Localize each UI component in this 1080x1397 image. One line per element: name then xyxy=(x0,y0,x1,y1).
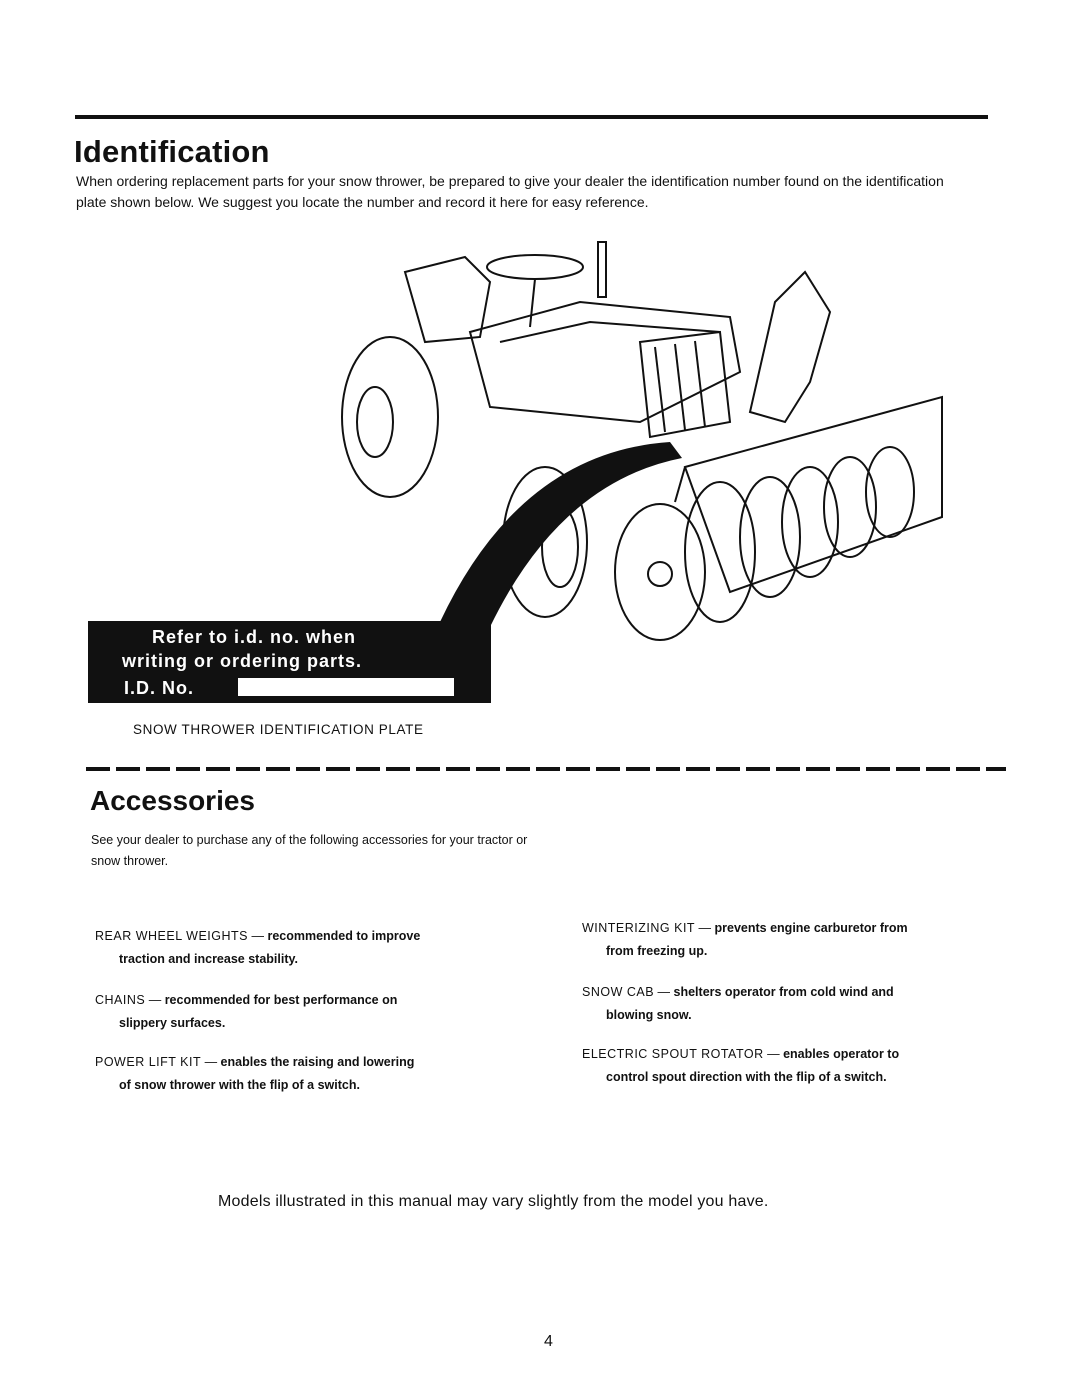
id-label: I.D. No. xyxy=(124,678,194,698)
id-number-field xyxy=(238,678,454,696)
page-number: 4 xyxy=(544,1333,553,1350)
dashed-divider xyxy=(86,766,1006,772)
accessory-snow-cab: SNOW CAB — shelters operator from cold wind and blowing snow. xyxy=(582,985,894,1022)
accessory-rear-wheel-weights: REAR WHEEL WEIGHTS — recommended to improve traction and increase stability. xyxy=(95,929,421,966)
accessory-winterizing-kit: WINTERIZING KIT — prevents engine carburetor from from freezing up. xyxy=(582,921,908,958)
plate-caption: SNOW THROWER IDENTIFICATION PLATE xyxy=(133,722,424,737)
reference-line-1: Refer to i.d. no. when xyxy=(152,627,357,647)
identification-intro: When ordering replacement parts for your snow thrower, be prepared to give your dealer the identification number found on the identification plate shown below. We suggest you locate the number and record it here for easy reference. xyxy=(76,173,944,210)
id-reference-box xyxy=(88,621,491,703)
models-note: Models illustrated in this manual may vary slightly from the model you have. xyxy=(218,1193,769,1210)
accessory-chains: CHAINS — recommended for best performance on slippery surfaces. xyxy=(95,993,398,1030)
top-rule xyxy=(75,115,988,119)
accessory-power-lift-kit: POWER LIFT KIT — enables the raising and lowering of snow thrower with the flip of a switch. xyxy=(95,1055,415,1092)
accessory-electric-spout-rotator: ELECTRIC SPOUT ROTATOR — enables operator to control spout direction with the flip of a switch. xyxy=(582,1047,900,1084)
tractor-snow-thrower-illustration xyxy=(330,222,990,642)
reference-line-2: writing or ordering parts. xyxy=(122,651,363,671)
accessories-heading: Accessories xyxy=(90,785,256,816)
identification-heading: Identification xyxy=(74,134,270,169)
accessories-intro: See your dealer to purchase any of the following accessories for your tractor or snow thrower. xyxy=(91,833,528,868)
